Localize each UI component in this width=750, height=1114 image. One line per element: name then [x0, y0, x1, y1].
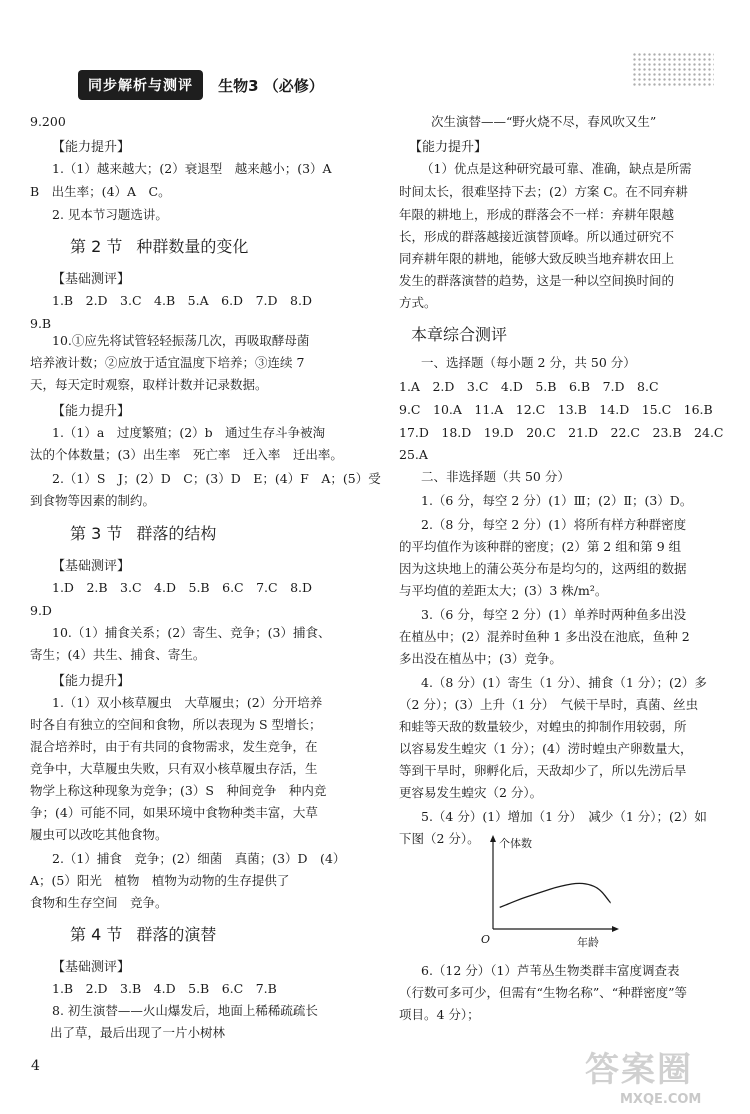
text-line: 3.（6 分，每空 2 分）(1）单养时两种鱼多出没 [421, 607, 687, 622]
text-line: B 出生率；(4）A C。 [30, 184, 171, 199]
text-line: 履虫可以改吃其他食物。 [30, 827, 168, 842]
text-line: 混合培养时，由于有共同的食物需求，发生竞争，在 [30, 739, 318, 754]
text-line: 年限的耕地上，形成的群落会不一样：弃耕年限越 [399, 207, 675, 222]
text-line: 争；(4）可能不同，如果环境中食物种类丰富，大草 [30, 805, 318, 820]
text-line: 天，每天定时观察，取样计数并记录数据。 [30, 377, 268, 392]
text-line: （1）优点是这种研究最可靠、准确，缺点是所需 [421, 161, 692, 176]
text-line: 二、非选择题（共 50 分） [421, 469, 570, 484]
text-line: 更容易发生蝗灾（2 分）。 [399, 785, 543, 800]
text-line: 1.（1）越来越大；(2）衰退型 越来越小；(3）A [52, 161, 332, 176]
sub-heading: 【能力提升】 [52, 674, 131, 689]
text-line: 出了草，最后出现了一片小树林 [50, 1025, 226, 1040]
text-line: 时间太长，很难坚持下去；(2）方案 C。在不同弃耕 [399, 184, 688, 199]
y-axis-arrow-icon [490, 835, 496, 842]
text-line: 2. 见本节习题选讲。 [52, 207, 168, 222]
book-series-badge: 同步解析与测评 [78, 70, 203, 100]
sub-heading: 【基础测评】 [52, 559, 131, 574]
text-line: 2.（1）捕食 竞争；(2）细菌 真菌；(3）D (4） [52, 851, 346, 866]
text-line: 6.（12 分）（1）芦苇丛生物类群丰富度调查表 [421, 963, 680, 978]
x-axis-arrow-icon [612, 926, 619, 932]
text-line: 一、选择题（每小题 2 分，共 50 分） [421, 355, 636, 370]
text-line: 物学上称这种现象为竞争；(3）S 种间竞争 种内竞 [30, 783, 327, 798]
text-line: 1.（6 分，每空 2 分）(1）Ⅲ；(2）Ⅱ；(3）D。 [421, 493, 693, 508]
section-name: 群落的演替 [136, 925, 217, 944]
text-line: 多出没在植丛中；(3）竞争。 [399, 651, 562, 666]
header-decoration [632, 52, 714, 86]
text-line: 9.B [30, 316, 52, 331]
section-title-2 [70, 234, 248, 257]
section-name: 群落的结构 [136, 524, 217, 543]
section-title-4 [70, 922, 216, 945]
text-line: A；(5）阳光 植物 植物为动物的生存提供了 [30, 873, 290, 888]
text-line: 4.（8 分）(1）寄生（1 分）、捕食（1 分）；(2）多 [421, 675, 707, 690]
text-line: 的平均值作为该种群的密度；(2）第 2 组和第 9 组 [399, 539, 682, 554]
text-line: （行数可多可少，但需有“生物名称”、“种群密度”等 [399, 985, 688, 1000]
text-line: 10.①应先将试管轻轻振荡几次，再吸取酵母菌 [52, 333, 310, 348]
y-axis-label: 个体数 [499, 837, 532, 850]
text-line: 9.C 10.A 11.A 12.C 13.B 14.D 15.C 16.B [399, 402, 713, 417]
text-line: 25.A [399, 447, 428, 462]
sub-heading: 【基础测评】 [52, 272, 131, 287]
text-line: 下图（2 分）。 [399, 831, 480, 846]
text-line: 17.D 18.D 19.D 20.C 21.D 22.C 23.B 24.C [399, 425, 724, 440]
text-line: 5.（4 分）(1）增加（1 分） 减少（1 分）；(2）如 [421, 809, 707, 824]
text-line: 到食物等因素的制约。 [30, 493, 156, 508]
text-line: 等到干旱时，卵孵化后，天敌却少了，所以先涝后旱 [399, 763, 687, 778]
sub-heading: 【能力提升】 [52, 404, 131, 419]
text-line: （2 分）；(3）上升（1 分） 气候干旱时，真菌、丝虫 [399, 697, 699, 712]
text-line: 1.B 2.D 3.B 4.D 5.B 6.C 7.B [52, 981, 277, 996]
text-line: 9.D [30, 603, 52, 618]
text-line: 时各自有独立的空间和食物，所以表现为 S 型增长； [30, 717, 322, 732]
text-line: 8. 初生演替——火山爆发后，地面上稀稀疏疏长 [52, 1003, 318, 1018]
text-line: 和蛙等天敌的数量较少，对蝗虫的抑制作用较弱，所 [399, 719, 687, 734]
sub-heading: 【能力提升】 [409, 140, 488, 155]
origin-label: O [481, 933, 491, 946]
text-line: 1.B 2.D 3.C 4.B 5.A 6.D 7.D 8.D [52, 293, 312, 308]
section-title-3 [70, 521, 216, 544]
section-number: 第 3 节 [70, 524, 123, 543]
text-line: 食物和生存空间 竞争。 [30, 895, 168, 910]
text-line: 2.（1）S J；(2）D C；(3）D E；(4）F A；(5）受 [52, 471, 381, 486]
section-number: 第 2 节 [70, 237, 123, 256]
text-line: 1.（1）a 过度繁殖；(2）b 通过生存斗争被淘 [52, 425, 326, 440]
series-line [500, 883, 611, 907]
text-line: 培养液计数；②应放于适宜温度下培养；③连续 7 [30, 355, 305, 370]
watermark: 答案圈 [585, 1050, 693, 1090]
sub-heading: 【能力提升】 [52, 140, 131, 155]
page-number: 4 [31, 1058, 40, 1074]
text-line: 汰的个体数量；(3）出生率 死亡率 迁入率 迁出率。 [30, 447, 343, 462]
subject-title: 生物3 （必修） [218, 76, 324, 95]
text-line: 寄生；(4）共生、捕食、寄生。 [30, 647, 206, 662]
text-line: 以容易发生蝗灾（1 分）；(4）涝时蝗虫产卵数量大， [399, 741, 693, 756]
sub-heading: 【基础测评】 [52, 960, 131, 975]
section-name: 种群数量的变化 [136, 237, 249, 256]
chapter-test-title: 本章综合测评 [411, 325, 508, 344]
text-line: 长，形成的群落越接近演替顶峰。所以通过研究不 [399, 229, 675, 244]
text-line: 1.（1）双小核草履虫 大草履虫；(2）分开培养 [52, 695, 323, 710]
text-line: 发生的群落演替的趋势，这是一种以空间换时间的 [399, 273, 675, 288]
population-chart [465, 833, 625, 953]
text-line: 项目。4 分）； [399, 1007, 480, 1022]
text-line: 因为这块地上的蒲公英分布是均匀的，这两组的数据 [399, 561, 687, 576]
page-header [78, 70, 324, 100]
text-line: 2.（8 分，每空 2 分）(1）将所有样方种群密度 [421, 517, 687, 532]
watermark-url: MXQE.COM [620, 1092, 702, 1107]
text-line: 在植丛中；(2）混养时鱼种 1 多出没在池底，鱼种 2 [399, 629, 690, 644]
text-line: 与平均值的差距太大；(3）3 株/m²。 [399, 583, 608, 598]
text-line: 次生演替——“野火烧不尽，春风吹又生” [431, 114, 657, 129]
x-axis-label: 年龄 [577, 936, 599, 949]
text-line: 方式。 [399, 295, 437, 310]
chart-series [500, 883, 611, 907]
text-line: 同弃耕年限的耕地，能够大致反映当地弃耕农田上 [399, 251, 675, 266]
text-line: 竞争中，大草履虫失败，只有双小核草履虫存活，生 [30, 761, 318, 776]
text-line: 1.D 2.B 3.C 4.D 5.B 6.C 7.C 8.D [52, 580, 313, 595]
text-line: 10.（1）捕食关系；(2）寄生、竞争；(3）捕食、 [52, 625, 331, 640]
text-line: 1.A 2.D 3.C 4.D 5.B 6.B 7.D 8.C [399, 379, 659, 394]
text-line: 9.200 [30, 114, 66, 129]
section-number: 第 4 节 [70, 925, 123, 944]
